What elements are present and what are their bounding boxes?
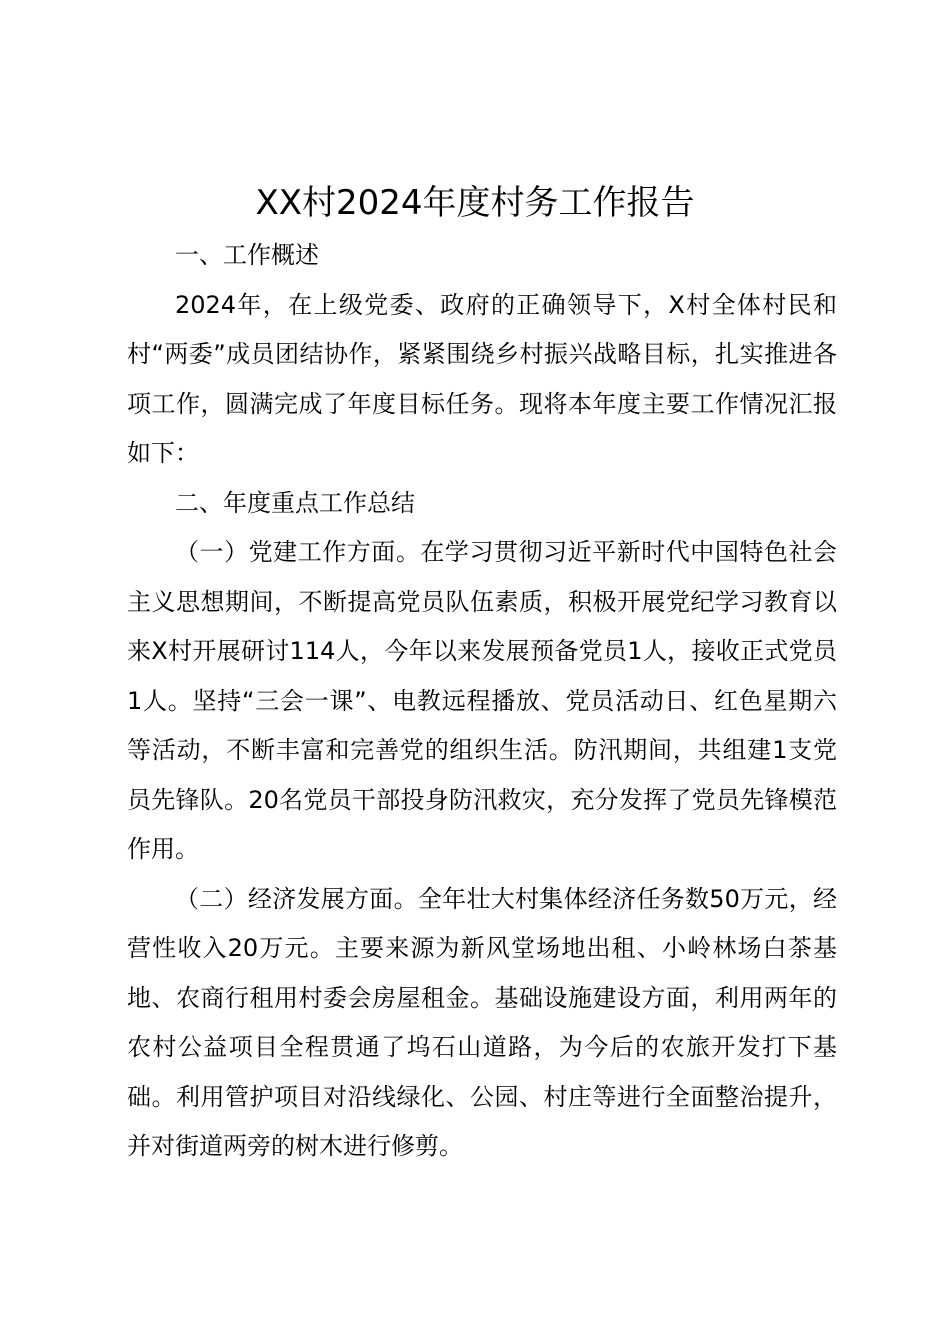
section-heading-overview: 一、工作概述 (175, 241, 319, 269)
document-title: XX村2024年度村务工作报告 (255, 183, 695, 223)
paragraph-economic-development: （二）经济发展方面。全年壮大村集体经济任务数50万元，经营性收入20万元。主要来源为新风堂场地出租、小岭林场白茶基地、农商行租用村委会房屋租金。基础设施建设方面，利用两年的农村公益项目全程贯通了坞石山道路，为今后的农旅开发打下基础。利用管护项目对沿线绿化、公园、村庄等进行全面整治提升，并对街道两旁的树木进行修剪。 (127, 884, 837, 1160)
document-body (127, 231, 837, 1172)
paragraph-overview: 2024年，在上级党委、政府的正确领导下，X村全体村民和村“两委”成员团结协作，紧紧围绕乡村振兴战略目标，扎实推进各项工作，圆满完成了年度目标任务。现将本年度主要工作情况汇报如下： (127, 290, 837, 467)
section-heading-summary: 二、年度重点工作总结 (175, 488, 415, 517)
paragraph-party-building: （一）党建工作方面。在学习贯彻习近平新时代中国特色社会主义思想期间，不断提高党员队伍素质，积极开展党纪学习教育以来X村开展研讨114人，今年以来发展预备党员1人，接收正式党员1人。坚持“三会一课”、电教远程播放、党员活动日、红色星期六等活动，不断丰富和完善党的组织生活。防汛期间，共组建1支党员先锋队。20名党员干部投身防汛救灾，充分发挥了党员先锋模范作用。 (127, 538, 837, 863)
